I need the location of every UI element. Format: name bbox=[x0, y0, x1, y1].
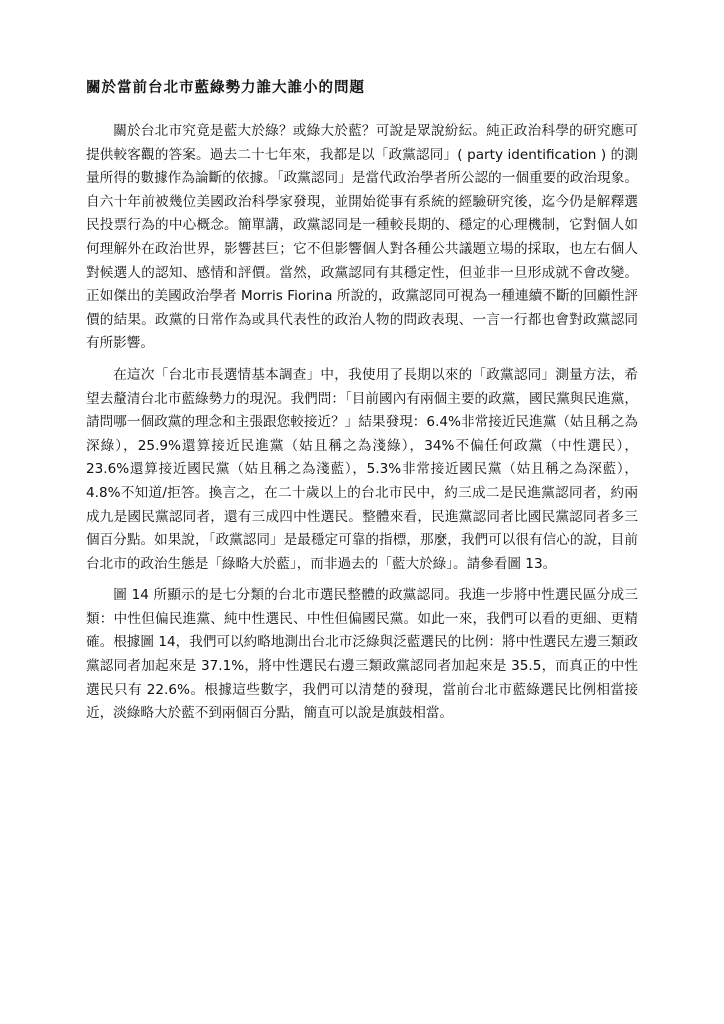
paragraph-survey-results: 在這次「台北市長選情基本調查」中，我使用了長期以來的「政黨認同」測量方法，希望去釐清台北市藍綠勢力的現況。我們問：「目前國內有兩個主要的政黨，國民黨與民進黨，請問哪一個政黨的理念和主張跟您較接近？」結果發現：6.4%非常接近民進黨（姑且稱之為深綠），25.9%還算接近民進黨（姑且稱之為淺綠），34%不偏任何政黨（中性選民），23.6%還算接近國民黨（姑且稱之為淺藍），5.3%非常接近國民黨（姑且稱之為深藍），4.8%不知道/拒答。換言之，在二十歲以上的台北市民中，約三成二是民進黨認同者，約兩成九是國民黨認同者，還有三成四中性選民。整體來看，民進黨認同者比國民黨認同者多三個百分點。如果說，「政黨認同」是最穩定可靠的指標，那麼，我們可以很有信心的說，目前台北市的政治生態是「綠略大於藍」，而非過去的「藍大於綠」。請參看圖 13。 bbox=[86, 366, 638, 572]
paragraph-party-identification: 關於台北市究竟是藍大於綠？或綠大於藍？可說是眾說紛紜。純正政治科學的研究應可提供較客觀的答案。過去二十七年來，我都是以「政黨認同」( party identification ) 的測量所得的數據作為論斷的依據。「政黨認同」是當代政治學者所公認的一個重要的政治現象。自六十年前被幾位美國政治科學家發現，並開始從事有系統的經驗研究後，迄今仍是解釋選民投票行為的中心概念。簡單講，政黨認同是一種較長期的、穩定的心理機制，它對個人如何理解外在政治世界，影響甚巨；它不但影響個人對各種公共議題立場的採取，也左右個人對候選人的認知、感情和評價。當然，政黨認同有其穩定性，但並非一旦形成就不會改變。正如傑出的美國政治學者 Morris Fiorina 所說的，政黨認同可視為一種連續不斷的回顧性評價的結果。政黨的日常作為或具代表性的政治人物的問政表現、一言一行都也會對政黨認同有所影響。 bbox=[86, 123, 638, 352]
document-title: 關於當前台北市藍綠勢力誰大誰小的問題 bbox=[86, 80, 365, 96]
paragraph-seven-category: 圖 14 所顯示的是七分類的台北市選民整體的政黨認同。我進一步將中性選民區分成三類：中性但偏民進黨、純中性選民、中性但偏國民黨。如此一來，我們可以看的更細、更精確。根據圖 14，我們可以約略地測出台北市泛綠與泛藍選民的比例：將中性選民左邊三類政黨認同者加起來是 37.1%，將中性選民右邊三類政黨認同者加起來是 35.5，而真正的中性選民只有 22.6%。根據這些數字，我們可以清楚的發現，當前台北市藍綠選民比例相當接近，淡綠略大於藍不到兩個百分點，簡直可以說是旗鼓相當。 bbox=[86, 587, 638, 722]
document-page bbox=[86, 78, 638, 734]
